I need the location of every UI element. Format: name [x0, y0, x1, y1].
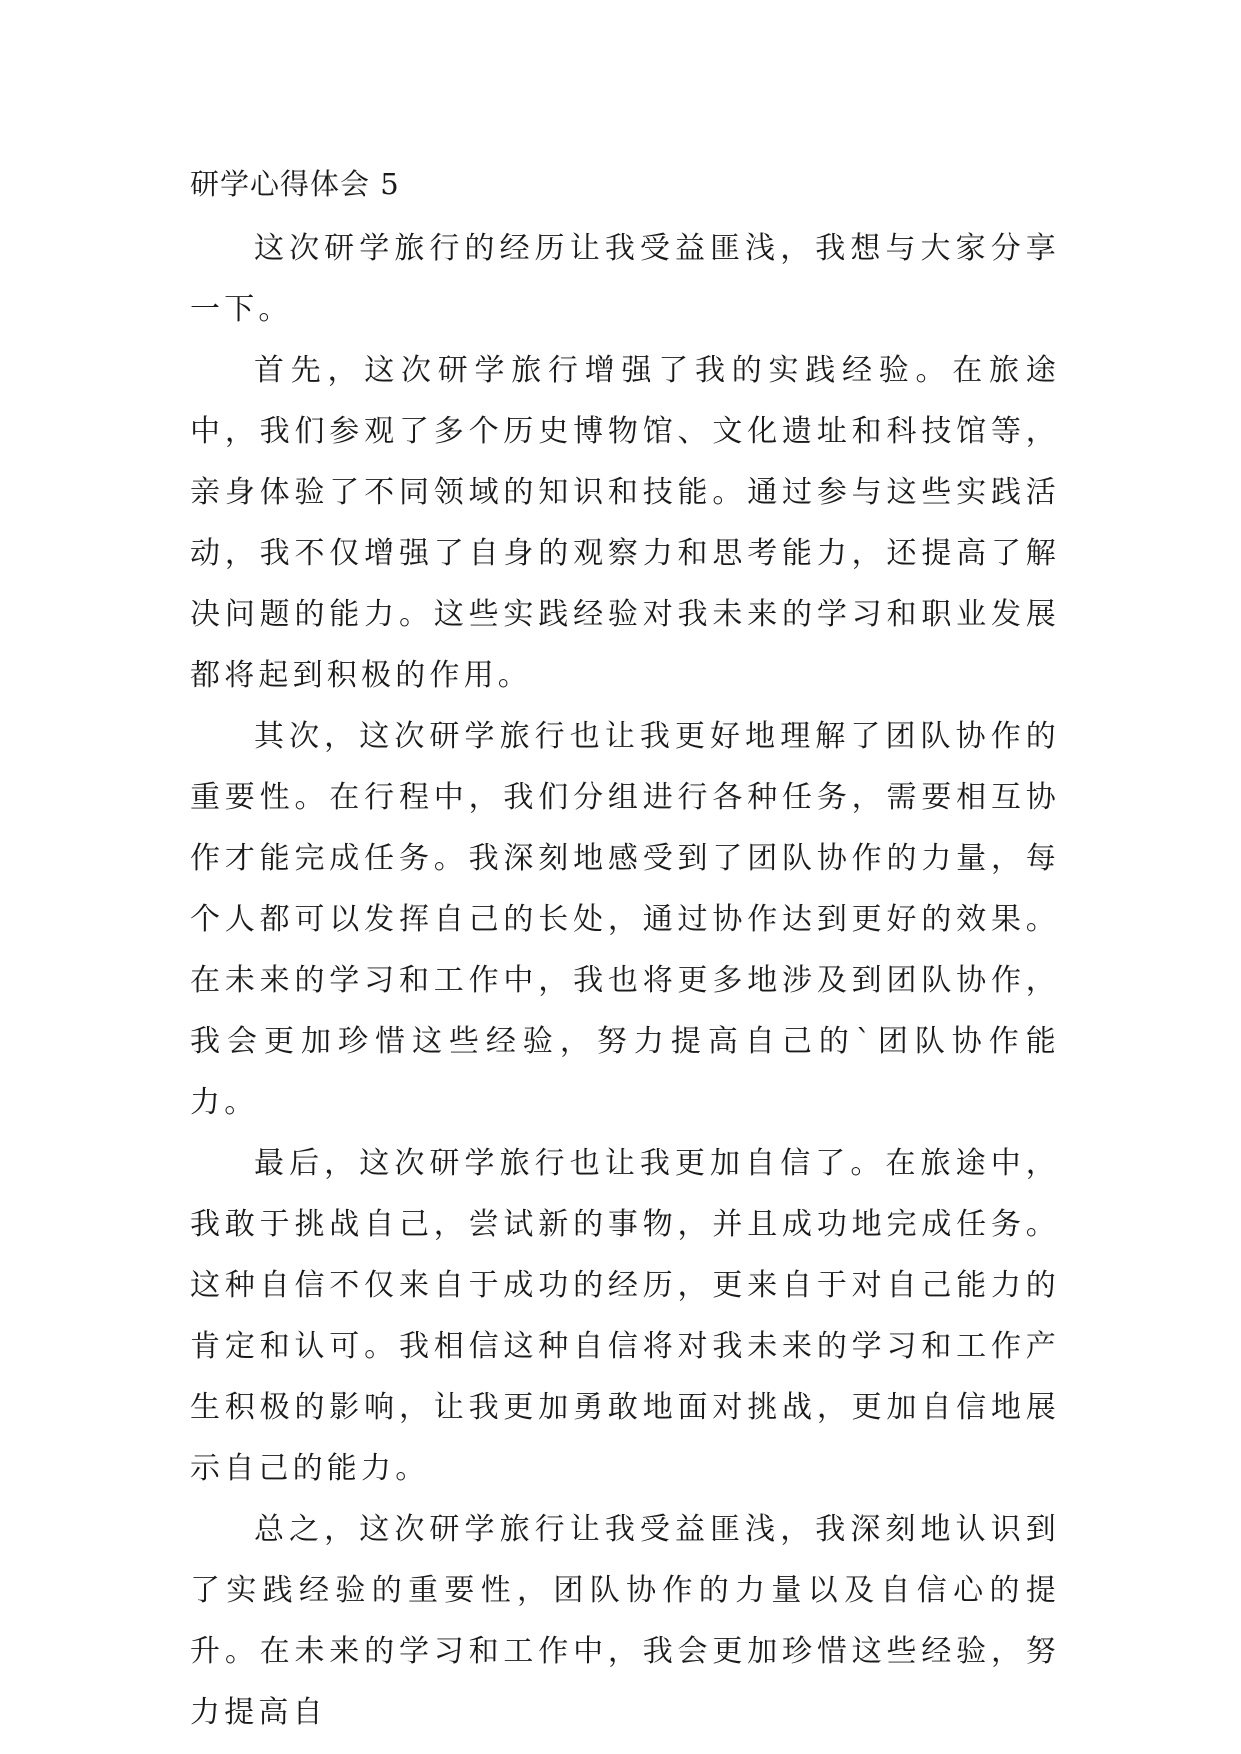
paragraph-teamwork: 其次，这次研学旅行也让我更好地理解了团队协作的重要性。在行程中，我们分组进行各种任务，需要相互协作才能完成任务。我深刻地感受到了团队协作的力量，每个人都可以发挥自己的长处，通过协作达到更好的效果。在未来的学习和工作中，我也将更多地涉及到团队协作，我会更加珍惜这些经验，努力提高自己的`团队协作能力。	[190, 719, 1060, 1120]
paragraph-confidence: 最后，这次研学旅行也让我更加自信了。在旅途中，我敢于挑战自己，尝试新的事物，并且成功地完成任务。这种自信不仅来自于成功的经历，更来自于对自己能力的肯定和认可。我相信这种自信将对我未来的学习和工作产生积极的影响，让我更加勇敢地面对挑战，更加自信地展示自己的能力。	[190, 1146, 1060, 1486]
paragraph-conclusion: 总之，这次研学旅行让我受益匪浅，我深刻地认识到了实践经验的重要性，团队协作的力量以及自信心的提升。在未来的学习和工作中，我会更加珍惜这些经验，努力提高自	[190, 1512, 1060, 1730]
paragraph-intro: 这次研学旅行的经历让我受益匪浅，我想与大家分享一下。	[190, 231, 1060, 327]
paragraph-practice-experience: 首先，这次研学旅行增强了我的实践经验。在旅途中，我们参观了多个历史博物馆、文化遗址和科技馆等，亲身体验了不同领域的知识和技能。通过参与这些实践活动，我不仅增强了自身的观察力和思考能力，还提高了解决问题的能力。这些实践经验对我未来的学习和职业发展都将起到积极的作用。	[190, 353, 1060, 693]
document-title: 研学心得体会 5	[190, 167, 400, 201]
document-body	[190, 218, 1060, 1743]
